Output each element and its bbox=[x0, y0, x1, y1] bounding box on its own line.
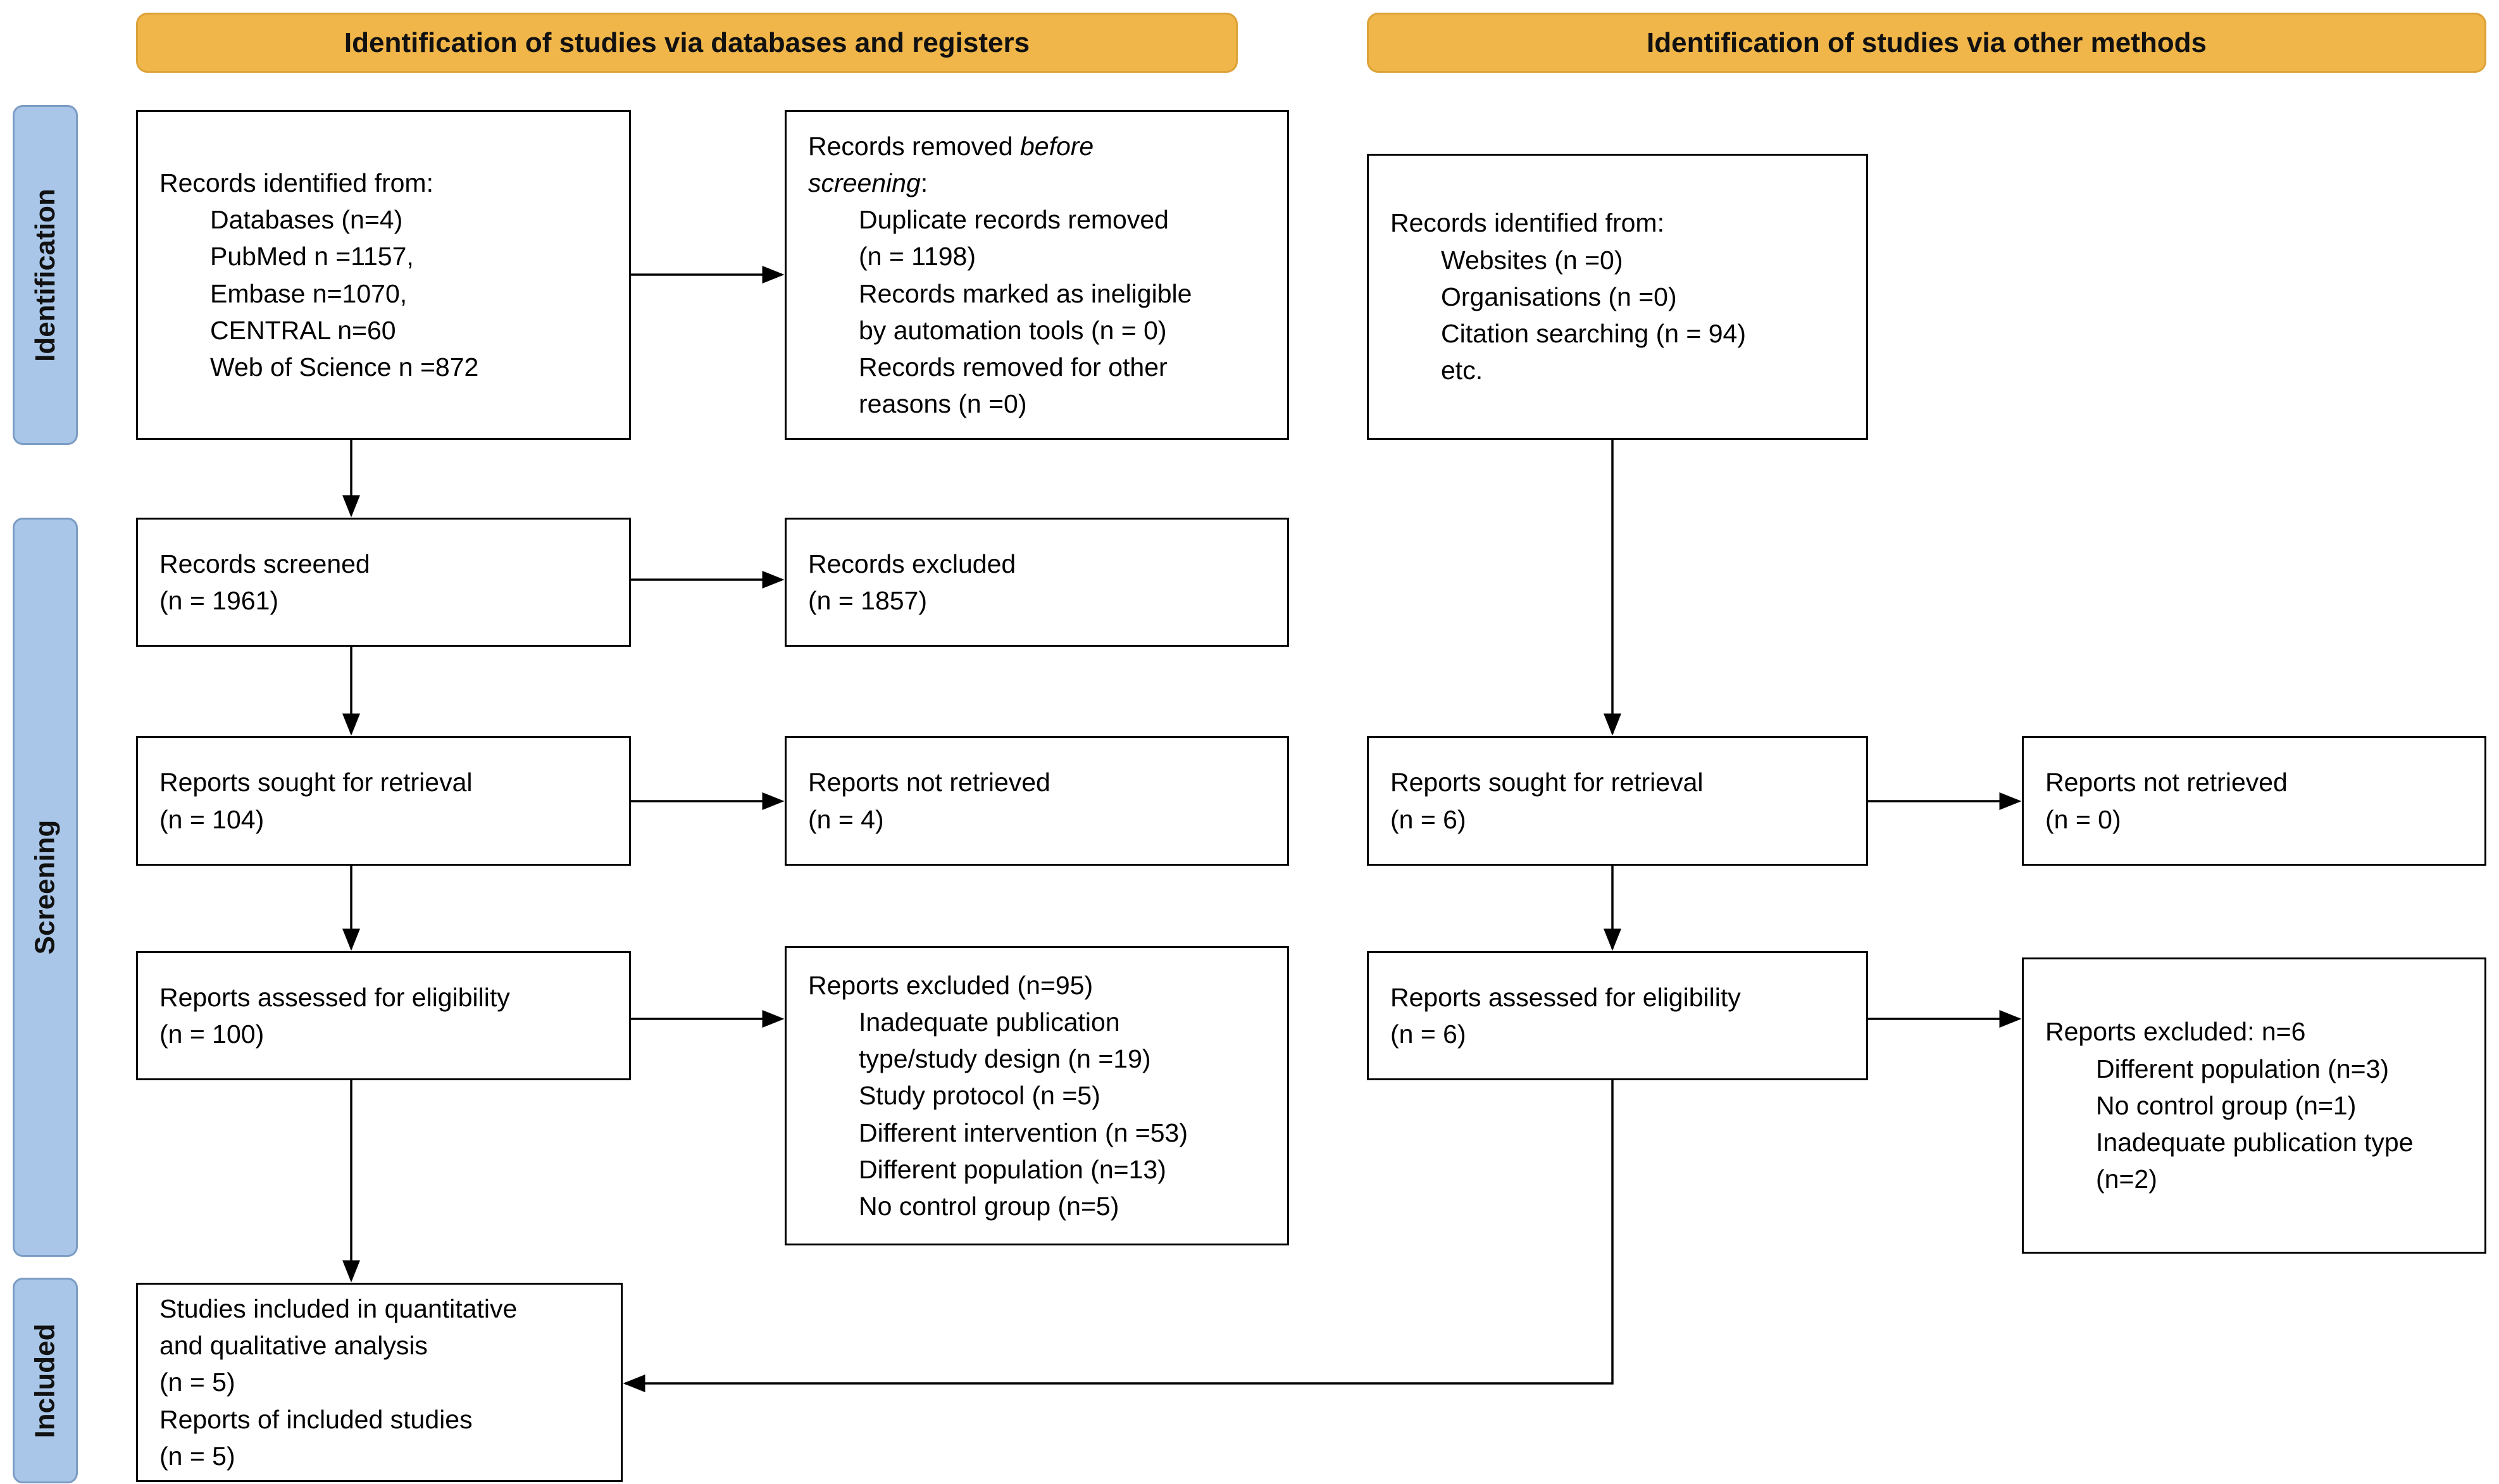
box-records-removed-before-screening bbox=[785, 110, 1289, 440]
text-line: Reports excluded: n=6 bbox=[2045, 1017, 2306, 1047]
text-line: Embase n=1070, bbox=[210, 278, 408, 308]
text-line: screening: bbox=[808, 168, 928, 197]
stage-label-included bbox=[13, 1278, 78, 1483]
text-line: (n = 6) bbox=[1390, 1019, 1466, 1049]
box-reports-sought-retrieval-db bbox=[136, 736, 631, 866]
text-line: Records removed before bbox=[808, 131, 1094, 161]
text-line: (n = 5) bbox=[159, 1368, 235, 1397]
text-line: Records removed for other bbox=[859, 352, 1168, 382]
text-line: Citation searching (n = 94) bbox=[1441, 319, 1747, 349]
text-line: Different intervention (n =53) bbox=[859, 1118, 1188, 1147]
box-reports-sought-retrieval-other bbox=[1367, 736, 1868, 866]
text-line: Records screened bbox=[159, 549, 370, 578]
text-line: Databases (n=4) bbox=[210, 205, 403, 235]
text-line: Duplicate records removed bbox=[859, 205, 1169, 235]
text-line: Web of Science n =872 bbox=[210, 352, 479, 382]
text-line: Studies included in quantitative bbox=[159, 1294, 518, 1323]
stage-identification-text: Identification bbox=[29, 188, 61, 362]
text-line: (n = 1961) bbox=[159, 586, 279, 615]
box-records-identified-other-methods bbox=[1367, 154, 1868, 440]
text-line: CENTRAL n=60 bbox=[210, 315, 396, 345]
text-line: Inadequate publication type bbox=[2096, 1128, 2414, 1157]
box-reports-not-retrieved-other bbox=[2022, 736, 2486, 866]
text-line: Websites (n =0) bbox=[1441, 245, 1623, 275]
text-line: Reports assessed for eligibility bbox=[159, 982, 510, 1012]
banner-other-methods bbox=[1367, 13, 2486, 73]
text-line: by automation tools (n = 0) bbox=[859, 315, 1167, 345]
text-line: Reports excluded (n=95) bbox=[808, 970, 1094, 1000]
text-line: No control group (n=5) bbox=[859, 1192, 1119, 1221]
text-line: Inadequate publication bbox=[859, 1007, 1120, 1037]
text-line: (n = 100) bbox=[159, 1019, 265, 1049]
box-reports-excluded-other bbox=[2022, 957, 2486, 1254]
box-records-excluded bbox=[785, 518, 1289, 647]
stage-screening-text: Screening bbox=[29, 820, 61, 955]
box-studies-included bbox=[136, 1283, 623, 1482]
text-line: (n = 104) bbox=[159, 804, 265, 834]
text-line: Records identified from: bbox=[1390, 208, 1664, 238]
text-line: Records marked as ineligible bbox=[859, 278, 1192, 308]
text-line: Study protocol (n =5) bbox=[859, 1081, 1100, 1111]
text-line: PubMed n =1157, bbox=[210, 242, 414, 271]
box-reports-not-retrieved-db bbox=[785, 736, 1289, 866]
text-line: (n = 6) bbox=[1390, 804, 1466, 834]
text-line: Reports not retrieved bbox=[2045, 768, 2288, 797]
box-reports-excluded-db bbox=[785, 946, 1289, 1245]
text-line: (n = 4) bbox=[808, 804, 884, 834]
text-line: Organisations (n =0) bbox=[1441, 282, 1677, 311]
text-line: reasons (n =0) bbox=[859, 389, 1027, 419]
text-line: type/study design (n =19) bbox=[859, 1044, 1151, 1074]
text-line: Different population (n=3) bbox=[2096, 1054, 2390, 1083]
banner-databases-registers-label: Identification of studies via databases and registers bbox=[344, 27, 1030, 58]
box-records-identified-databases bbox=[136, 110, 631, 440]
banner-databases-registers bbox=[136, 13, 1238, 73]
text-line: Records identified from: bbox=[159, 168, 433, 197]
text-line: Reports sought for retrieval bbox=[1390, 768, 1704, 797]
text-line: etc. bbox=[1441, 356, 1483, 385]
box-records-screened bbox=[136, 518, 631, 647]
banner-other-methods-label: Identification of studies via other methods bbox=[1647, 27, 2207, 58]
stage-included-text: Included bbox=[29, 1323, 61, 1438]
text-line: (n = 5) bbox=[159, 1441, 235, 1471]
text-line: (n = 1857) bbox=[808, 586, 928, 615]
text-line: Reports sought for retrieval bbox=[159, 768, 473, 797]
text-line: (n = 1198) bbox=[859, 242, 976, 271]
text-line: Reports of included studies bbox=[159, 1404, 473, 1434]
text-line: (n = 0) bbox=[2045, 804, 2121, 834]
stage-label-screening bbox=[13, 518, 78, 1257]
text-line: Different population (n=13) bbox=[859, 1154, 1166, 1184]
box-reports-assessed-eligibility-db bbox=[136, 951, 631, 1080]
text-line: Reports not retrieved bbox=[808, 768, 1050, 797]
text-line: (n=2) bbox=[2096, 1164, 2157, 1194]
box-reports-assessed-eligibility-other bbox=[1367, 951, 1868, 1080]
text-line: No control group (n=1) bbox=[2096, 1090, 2357, 1120]
text-line: and qualitative analysis bbox=[159, 1331, 428, 1361]
stage-label-identification bbox=[13, 105, 78, 445]
text-line: Reports assessed for eligibility bbox=[1390, 982, 1741, 1012]
text-line: Records excluded bbox=[808, 549, 1016, 578]
